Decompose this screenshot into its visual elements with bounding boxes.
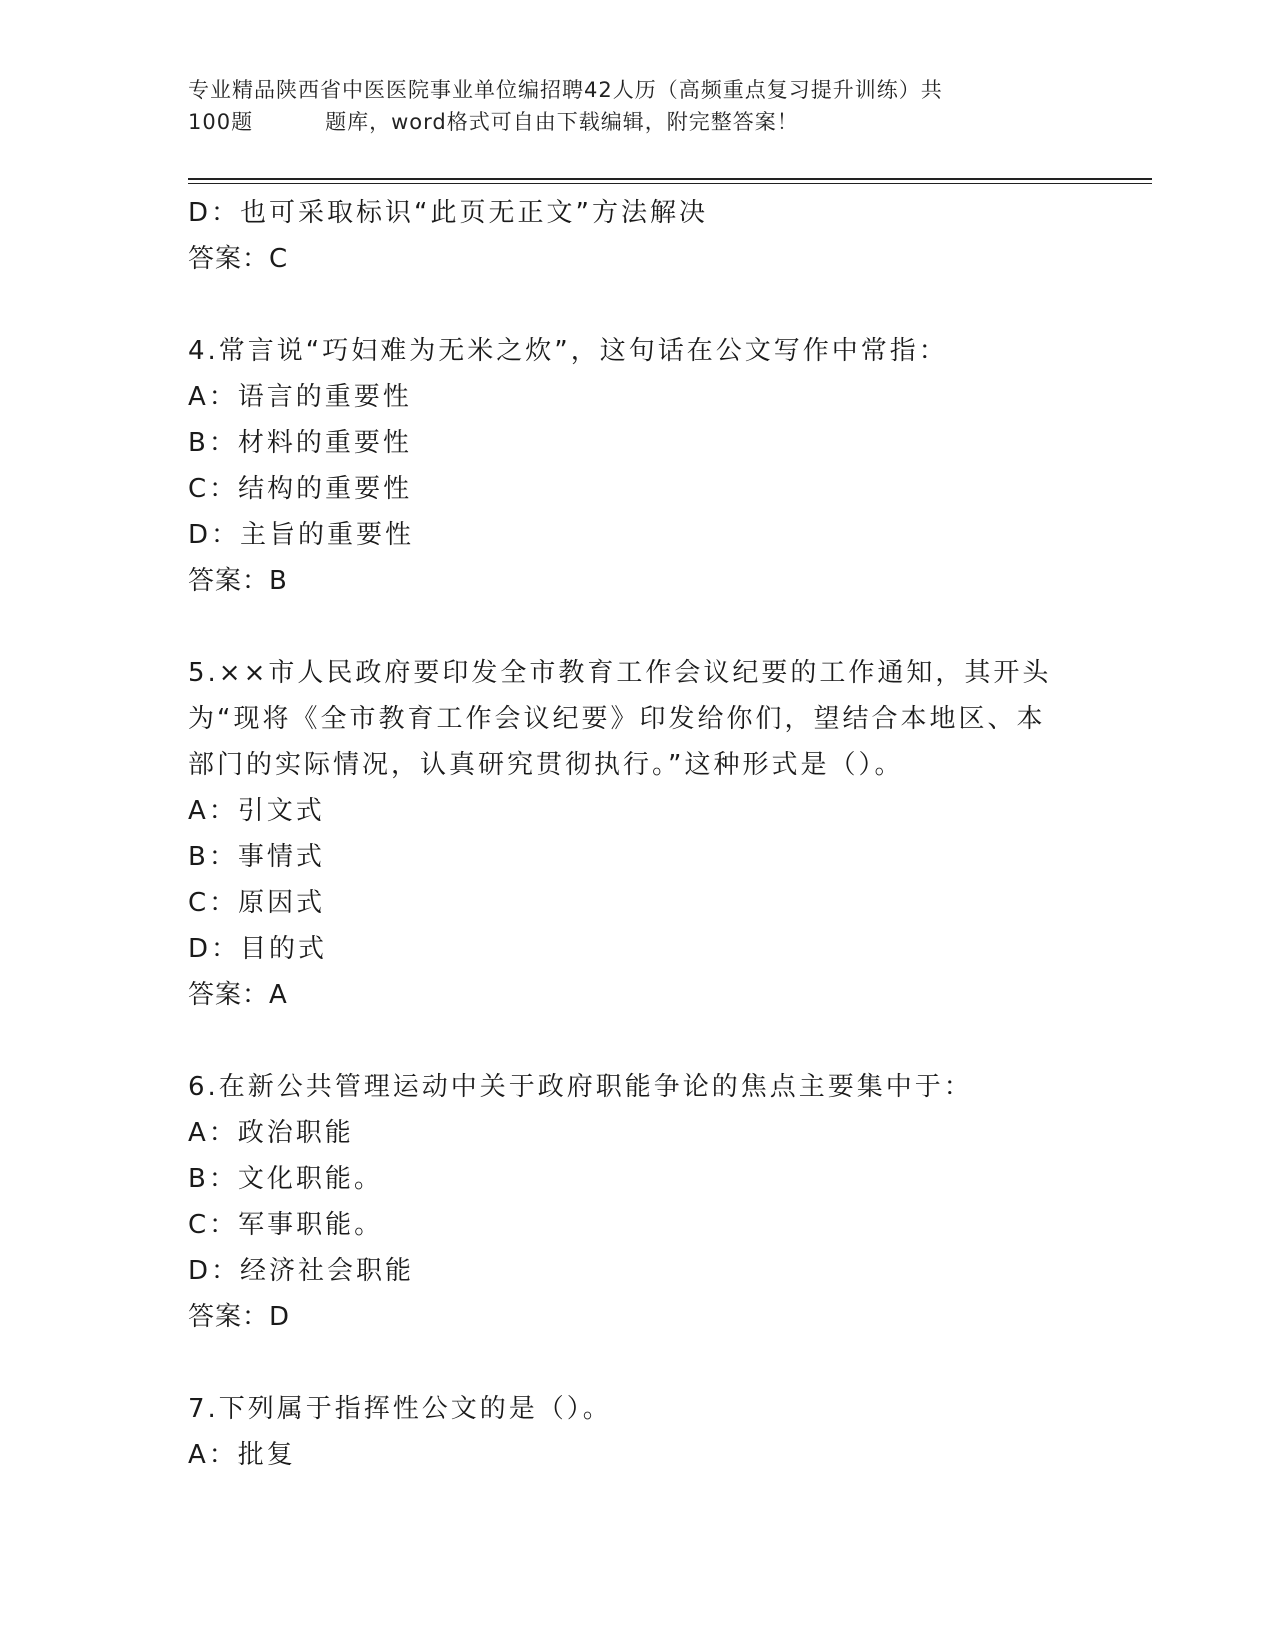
option-d: D：也可采取标识“此页无正文”方法解决: [188, 198, 708, 228]
header-description: 题库，word格式可自由下载编辑，附完整答案！: [325, 110, 799, 134]
option-d: D：目的式: [188, 934, 328, 964]
question-5: [188, 650, 1088, 1018]
option-c: C：结构的重要性: [188, 474, 413, 504]
option-a: A：语言的重要性: [188, 382, 412, 412]
option-d: D：经济社会职能: [188, 1256, 415, 1286]
question-stem-line-1: 5.××市人民政府要印发全市教育工作会议纪要的工作通知，其开头: [188, 658, 1052, 688]
question-stem: 4.常言说“巧妇难为无米之炊”，这句话在公文写作中常指：: [188, 336, 948, 366]
header-divider-thin: [188, 183, 1152, 184]
option-d: D：主旨的重要性: [188, 520, 415, 550]
option-a: A：批复: [188, 1440, 296, 1470]
question-stem-line-3: 部门的实际情况，认真研究贯彻执行。”这种形式是（）。: [188, 750, 904, 780]
header-line-2: [188, 106, 1088, 138]
question-6: [188, 1064, 1088, 1340]
question-7: [188, 1386, 1088, 1478]
question-4: [188, 328, 1088, 604]
option-c: C：军事职能。: [188, 1210, 384, 1240]
answer: 答案：A: [188, 980, 288, 1010]
document-header: [188, 74, 1088, 138]
answer: 答案：D: [188, 1302, 291, 1332]
option-b: B：材料的重要性: [188, 428, 412, 458]
question-stem: 7.下列属于指挥性公文的是（）。: [188, 1394, 612, 1424]
header-line-1: 专业精品陕西省中医医院事业单位编招聘42人历（高频重点复习提升训练）共: [188, 78, 943, 102]
header-divider-thick: [188, 178, 1152, 180]
option-a: A：引文式: [188, 796, 325, 826]
option-b: B：事情式: [188, 842, 325, 872]
option-c: C：原因式: [188, 888, 326, 918]
header-question-count: 100题: [188, 110, 254, 134]
option-a: A：政治职能: [188, 1118, 354, 1148]
answer: 答案：B: [188, 566, 288, 596]
answer: 答案：C: [188, 244, 289, 274]
question-list: [188, 190, 1088, 1478]
option-b: B：文化职能。: [188, 1164, 383, 1194]
question-stem-line-2: 为“现将《全市教育工作会议纪要》印发给你们，望结合本地区、本: [188, 704, 1046, 734]
question-3-tail: [188, 190, 1088, 282]
question-stem: 6.在新公共管理运动中关于政府职能争论的焦点主要集中于：: [188, 1072, 973, 1102]
